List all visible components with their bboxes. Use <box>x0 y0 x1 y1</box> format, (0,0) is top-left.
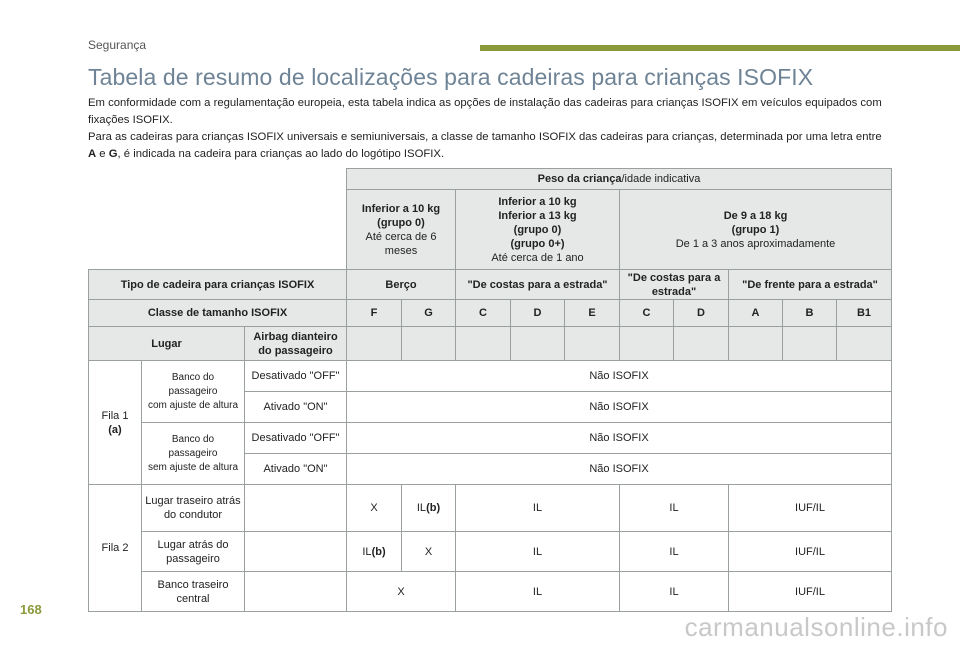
cell-f <box>347 532 402 572</box>
airbag-label: Airbag dianteiro do passageiro <box>245 327 347 361</box>
weight-label: Peso da criança <box>537 173 622 185</box>
airbag-on: Ativado "ON" <box>245 392 347 423</box>
group-0plus-line-4: (grupo 0+) <box>510 237 565 250</box>
cell-f-value: IL <box>362 545 372 558</box>
section-bar <box>480 45 960 51</box>
group-0plus-header <box>456 190 620 270</box>
cell-ab: IUF/IL <box>729 485 892 532</box>
airbag-off: Desativado "OFF" <box>245 423 347 454</box>
class-label: Classe de tamanho ISOFIX <box>89 300 347 327</box>
type-rear-facing-2: "De costas para a estrada" <box>620 270 729 300</box>
group-0-line-3: Até cerca de 6 <box>365 230 437 243</box>
empty-cell <box>729 327 783 361</box>
seat-passenger-with-height-adjust <box>142 361 245 423</box>
group-0-line-1: Inferior a 10 kg <box>361 202 441 215</box>
cell-ab: IUF/IL <box>729 572 892 612</box>
empty-cell <box>565 327 620 361</box>
fila-1-text: Fila 1 <box>101 409 129 422</box>
intro-paragraph-1: Em conformidade com a regulamentação europeia, esta tabela indica as opções de instalação das cadeiras para crianças ISOFIX em veículos equipados com fixações ISOFIX. <box>88 97 882 126</box>
seat-b-line-2: passageiro <box>168 447 218 459</box>
cell-g <box>402 485 456 532</box>
class-a: A <box>729 300 783 327</box>
not-isofix: Não ISOFIX <box>347 454 892 485</box>
section-label: Segurança <box>88 38 147 52</box>
group-0plus-line-3: (grupo 0) <box>513 223 562 236</box>
type-carrycot: Berço <box>347 270 456 300</box>
class-d-2: D <box>674 300 729 327</box>
isofix-table <box>88 168 892 612</box>
seat-b-line-3: sem ajuste de altura <box>147 461 239 473</box>
empty-cell <box>456 327 511 361</box>
airbag-empty <box>245 485 347 532</box>
blank-cell <box>89 169 347 190</box>
group-1-line-2: (grupo 1) <box>731 223 780 236</box>
not-isofix: Não ISOFIX <box>347 361 892 392</box>
cell-cde: IL <box>456 485 620 532</box>
seat-passenger-without-height-adjust <box>142 423 245 485</box>
empty-cell <box>674 327 729 361</box>
cell-f-note: (b) <box>371 545 386 558</box>
empty-cell <box>620 327 674 361</box>
intro-paragraph-2 <box>88 129 888 163</box>
seat-a-line-1: Banco do <box>171 371 215 383</box>
cell-fg: X <box>347 572 456 612</box>
cell-cd: IL <box>620 572 729 612</box>
empty-cell <box>837 327 892 361</box>
group-1-header <box>620 190 892 270</box>
cell-ab: IUF/IL <box>729 532 892 572</box>
group-1-line-3: De 1 a 3 anos aproximadamente <box>675 237 836 250</box>
intro-p2-a: Para as cadeiras para crianças ISOFIX universais e semiuniversais, a classe de tamanho ISOFIX das cadeiras para crianças, determinada por uma letra entre <box>88 131 882 143</box>
type-forward-facing: "De frente para a estrada" <box>729 270 892 300</box>
not-isofix: Não ISOFIX <box>347 392 892 423</box>
blank-cell <box>89 190 347 270</box>
class-c-2: C <box>620 300 674 327</box>
seat-a-line-2: passageiro <box>168 385 218 397</box>
cell-g-note: (b) <box>426 502 441 514</box>
cell-f: X <box>347 485 402 532</box>
cell-g: X <box>402 532 456 572</box>
fila-1-label <box>89 361 142 485</box>
cell-cd: IL <box>620 532 729 572</box>
fila-1-note: (a) <box>108 423 122 436</box>
seat-rear-center: Banco traseiro central <box>142 572 245 612</box>
empty-cell <box>402 327 456 361</box>
class-d: D <box>511 300 565 327</box>
class-b: B <box>783 300 837 327</box>
airbag-empty <box>245 572 347 612</box>
intro-text <box>88 95 888 163</box>
page-title: Tabela de resumo de localizações para cadeiras para crianças ISOFIX <box>88 64 814 90</box>
group-0-header <box>347 190 456 270</box>
airbag-off: Desativado "OFF" <box>245 361 347 392</box>
lugar-label: Lugar <box>89 327 245 361</box>
cell-cde: IL <box>456 532 620 572</box>
empty-cell <box>783 327 837 361</box>
group-1-line-1: De 9 a 18 kg <box>723 209 788 222</box>
group-0plus-line-5: Até cerca de 1 ano <box>491 251 584 264</box>
class-e: E <box>565 300 620 327</box>
fila-2-label: Fila 2 <box>89 485 142 612</box>
weight-header <box>347 169 892 190</box>
seat-rear-behind-driver: Lugar traseiro atrás do condutor <box>142 485 245 532</box>
class-f: F <box>347 300 402 327</box>
airbag-empty <box>245 532 347 572</box>
group-0plus-line-2: Inferior a 13 kg <box>498 209 577 222</box>
seat-a-line-3: com ajuste de altura <box>147 399 239 411</box>
group-0-line-4: meses <box>384 244 418 257</box>
seat-b-line-1: Banco do <box>171 433 215 445</box>
group-0plus-line-1: Inferior a 10 kg <box>498 195 577 208</box>
watermark: carmanualsonline.info <box>684 612 948 642</box>
intro-class-g: G <box>108 148 118 160</box>
intro-p2-e: e <box>96 148 109 160</box>
class-g: G <box>402 300 456 327</box>
cell-cd: IL <box>620 485 729 532</box>
weight-suffix: /idade indicativa <box>621 173 701 185</box>
empty-cell <box>511 327 565 361</box>
intro-class-a: A <box>88 148 97 160</box>
seat-rear-behind-passenger: Lugar atrás do passageiro <box>142 532 245 572</box>
group-0-line-2: (grupo 0) <box>377 216 425 229</box>
type-rear-facing-1: "De costas para a estrada" <box>456 270 620 300</box>
page-number: 168 <box>20 602 42 617</box>
class-b1: B1 <box>837 300 892 327</box>
not-isofix: Não ISOFIX <box>347 423 892 454</box>
airbag-on: Ativado "ON" <box>245 454 347 485</box>
intro-p2-b: , é indicada na cadeira para crianças ao lado do logótipo ISOFIX. <box>117 148 445 160</box>
type-label: Tipo de cadeira para crianças ISOFIX <box>89 270 347 300</box>
cell-g-value: IL <box>416 502 427 514</box>
class-c: C <box>456 300 511 327</box>
cell-cde: IL <box>456 572 620 612</box>
empty-cell <box>347 327 402 361</box>
